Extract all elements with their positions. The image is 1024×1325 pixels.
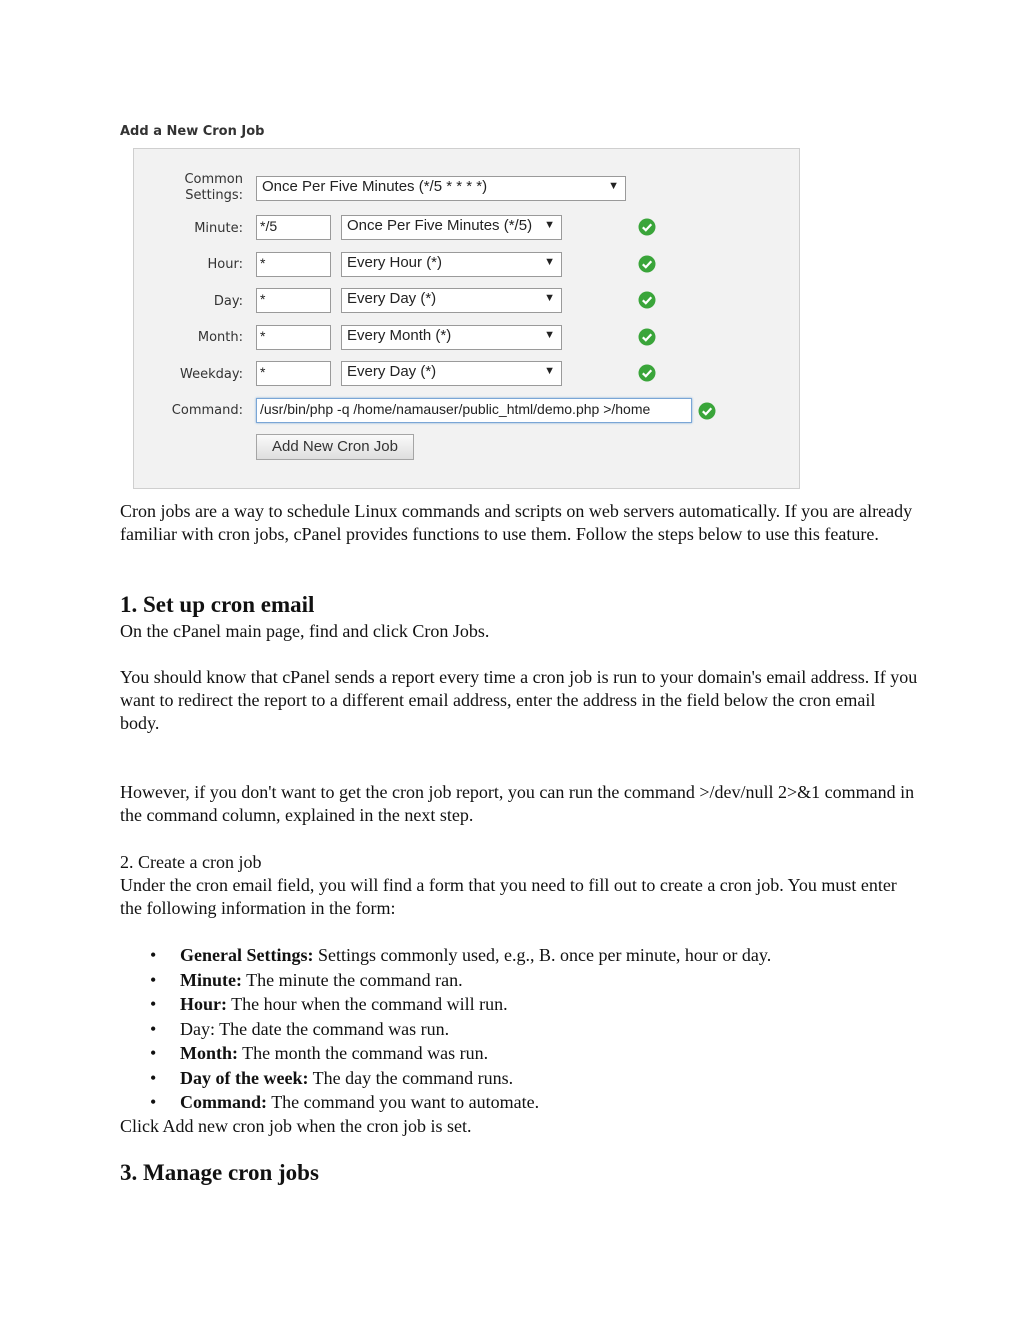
list-item: [120, 1017, 771, 1042]
day-label: Day:: [213, 294, 243, 309]
form-title: Add a New Cron Job: [120, 124, 265, 139]
dropdown-arrow-icon: ▼: [544, 365, 555, 377]
check-circle-icon: [638, 255, 656, 273]
section1-heading: 1. Set up cron email: [120, 592, 315, 617]
month-input[interactable]: *: [256, 325, 331, 350]
section2-after-paragraph: Click Add new cron job when the cron job is set.: [120, 1116, 472, 1136]
command-input[interactable]: /usr/bin/php -q /home/namauser/public_html/demo.php >/home: [256, 398, 692, 423]
dropdown-arrow-icon: ▼: [608, 180, 619, 192]
common-settings-label: [184, 172, 243, 204]
cron-form-panel: [133, 148, 800, 489]
hour-select[interactable]: [341, 252, 562, 277]
list-text: The minute the command ran.: [242, 969, 463, 990]
section1-paragraph-1: On the cPanel main page, find and click Cron Jobs.: [120, 621, 490, 641]
dropdown-arrow-icon: ▼: [544, 256, 555, 268]
add-cron-job-button[interactable]: Add New Cron Job: [256, 434, 414, 460]
section1-paragraph-2: [120, 666, 920, 735]
section1-paragraph-3: However, if you don't want to get the cron job report, you can run the command >/dev/null 2>&1 command in the command column, explained in the next step.: [120, 782, 915, 825]
minute-select[interactable]: [341, 215, 562, 240]
hour-input[interactable]: *: [256, 252, 331, 277]
list-item: [120, 1066, 771, 1091]
section1-paragraph-2-tail: body.: [120, 713, 160, 733]
list-item: [120, 1090, 771, 1115]
dropdown-arrow-icon: ▼: [544, 329, 555, 341]
check-circle-icon: [638, 364, 656, 382]
intro-paragraph: Cron jobs are a way to schedule Linux commands and scripts on web servers automatically. If you are already familiar with cron jobs, cPanel provides functions to use them. Follow the steps below to use this feature.: [120, 501, 913, 544]
list-term: General Settings:: [180, 945, 314, 965]
list-item: [120, 943, 771, 968]
list-text: The hour when the command will run.: [227, 994, 508, 1014]
day-select-value: Every Day (*): [347, 290, 437, 307]
minute-select-value: Once Per Five Minutes (*/5): [347, 217, 533, 234]
list-term: Day of the week:: [180, 1067, 309, 1088]
month-label: Month:: [197, 330, 243, 345]
field-list: [120, 943, 771, 1115]
section3-heading: 3. Manage cron jobs: [120, 1160, 319, 1185]
weekday-label: Weekday:: [180, 367, 243, 382]
minute-input[interactable]: */5: [256, 215, 331, 240]
dropdown-arrow-icon: ▼: [544, 292, 555, 304]
list-item: [120, 1041, 771, 1066]
hour-select-value: Every Hour (*): [347, 254, 443, 271]
day-input[interactable]: *: [256, 288, 331, 313]
list-item: [120, 992, 771, 1017]
common-settings-label-line2: Settings:: [185, 188, 243, 203]
command-label: Command:: [171, 403, 243, 418]
list-term: Minute:: [180, 969, 242, 990]
weekday-select[interactable]: [341, 361, 562, 386]
month-select[interactable]: [341, 325, 562, 350]
list-term: Month:: [180, 1043, 238, 1063]
list-text: The month the command was run.: [238, 1043, 489, 1063]
check-circle-icon: [638, 218, 656, 236]
dropdown-arrow-icon: ▼: [544, 219, 555, 231]
list-text: The command you want to automate.: [267, 1092, 540, 1112]
section2-paragraph: Under the cron email field, you will find a form that you need to fill out to create a cron job. You must enter the following information in the form:: [120, 875, 897, 918]
minute-label: Minute:: [194, 221, 243, 236]
list-term: Hour:: [180, 994, 227, 1014]
list-text: Day: The date the command was run.: [180, 1018, 450, 1039]
common-settings-value: Once Per Five Minutes (*/5 * * * *): [262, 178, 488, 195]
hour-label: Hour:: [207, 257, 243, 272]
common-settings-label-line1: Common: [184, 172, 243, 187]
list-item: [120, 968, 771, 993]
day-select[interactable]: [341, 288, 562, 313]
list-term: Command:: [180, 1092, 268, 1112]
common-settings-select[interactable]: [256, 176, 626, 201]
check-circle-icon: [638, 328, 656, 346]
list-text: Settings commonly used, e.g., B. once per minute, hour or day.: [313, 945, 772, 965]
month-select-value: Every Month (*): [347, 327, 452, 344]
list-text: The day the command runs.: [308, 1067, 514, 1088]
section2-heading: 2. Create a cron job: [120, 852, 262, 872]
weekday-input[interactable]: *: [256, 361, 331, 386]
check-circle-icon: [638, 291, 656, 309]
check-circle-icon: [698, 402, 716, 420]
section1-paragraph-2-text: You should know that cPanel sends a report every time a cron job is run to your domain's email address. If you want to redirect the report to a different email address, enter the address in the field below the cron email: [120, 667, 918, 710]
weekday-select-value: Every Day (*): [347, 363, 437, 380]
